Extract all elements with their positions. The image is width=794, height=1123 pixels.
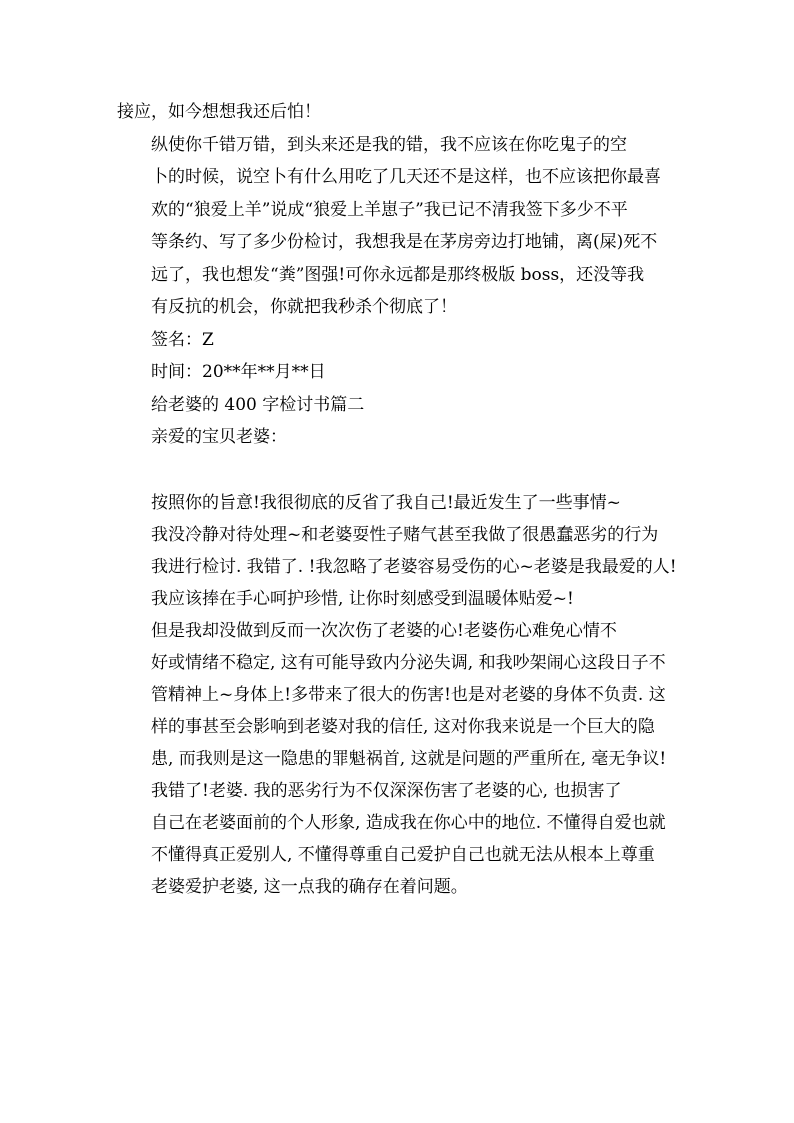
text-line: 老婆爱护老婆, 这一点我的确存在着问题。 xyxy=(151,876,468,897)
paragraph xyxy=(117,615,697,775)
text-line: 自己在老婆面前的个人形象, 造成我在你心中的地位. 不懂得自爱也就 xyxy=(151,812,666,833)
paragraph xyxy=(117,129,697,324)
text-line: 欢的“狼爱上羊”说成“狼爱上羊崽子”我已记不清我签下多少不平 xyxy=(151,199,628,220)
text-line: 签名：Z xyxy=(151,329,214,350)
text-line: 有反抗的机会，你就把我秒杀个彻底了！ xyxy=(151,297,457,317)
text-line: 给老婆的 400 字检讨书篇二 xyxy=(151,394,365,415)
paragraph xyxy=(117,389,697,422)
text-line: 我错了!老婆. 我的恶劣行为不仅深深伤害了老婆的心, 也损害了 xyxy=(151,780,622,801)
text-line: 不懂得真正爱别人, 不懂得尊重自己爱护自己也就无法从根本上尊重 xyxy=(151,844,655,865)
text-line: 远了，我也想发“粪”图强!可你永远都是那终极版 boss，还没等我 xyxy=(151,264,645,285)
paragraph xyxy=(117,356,697,389)
paragraph xyxy=(117,96,697,129)
letter-section-one xyxy=(117,96,697,454)
text-line: 患, 而我则是这一隐患的罪魁祸首, 这就是问题的严重所在, 毫无争议! xyxy=(151,748,667,769)
text-line: 我应该捧在手心呵护珍惜, 让你时刻感受到温暖体贴爱~! xyxy=(151,588,574,609)
text-line: 时间：20**年**月**日 xyxy=(151,362,326,382)
document-body xyxy=(117,96,697,903)
text-line: 但是我却没做到反而一次次伤了老婆的心!老婆伤心难免心情不 xyxy=(151,620,617,641)
text-line: 好或情绪不稳定, 这有可能导致内分泌失调, 和我吵架闹心这段日子不 xyxy=(151,652,666,673)
text-line: 我没冷静对待处理~和老婆耍性子赌气甚至我做了很愚蠢恶劣的行为 xyxy=(151,524,659,545)
letter-section-two xyxy=(117,487,697,903)
paragraph xyxy=(117,421,697,454)
text-line: 接应，如今想想我还后怕！ xyxy=(117,102,321,122)
text-line: 亲爱的宝贝老婆： xyxy=(151,427,287,447)
paragraph xyxy=(117,775,697,903)
text-line: 等条约、写了多少份检讨，我想我是在茅房旁边打地铺，离(屎)死不 xyxy=(151,232,658,252)
text-line: 管精神上~身体上!多带来了很大的伤害!也是对老婆的身体不负责. 这 xyxy=(151,684,666,705)
text-line: 按照你的旨意!我很彻底的反省了我自己!最近发生了一些事情~ xyxy=(151,492,621,513)
text-line: 我进行检讨. 我错了. !我忽略了老婆容易受伤的心~老婆是我最爱的人! xyxy=(151,556,677,577)
paragraph xyxy=(117,324,697,357)
paragraph-gap xyxy=(117,454,697,487)
paragraph xyxy=(117,487,697,615)
text-line: 卜的时候，说空卜有什么用吃了几天还不是这样，也不应该把你最喜 xyxy=(151,167,661,187)
text-line: 样的事甚至会影响到老婆对我的信任, 这对你我来说是一个巨大的隐 xyxy=(151,716,655,737)
text-line: 纵使你千错万错，到头来还是我的错，我不应该在你吃鬼子的空 xyxy=(151,134,627,155)
